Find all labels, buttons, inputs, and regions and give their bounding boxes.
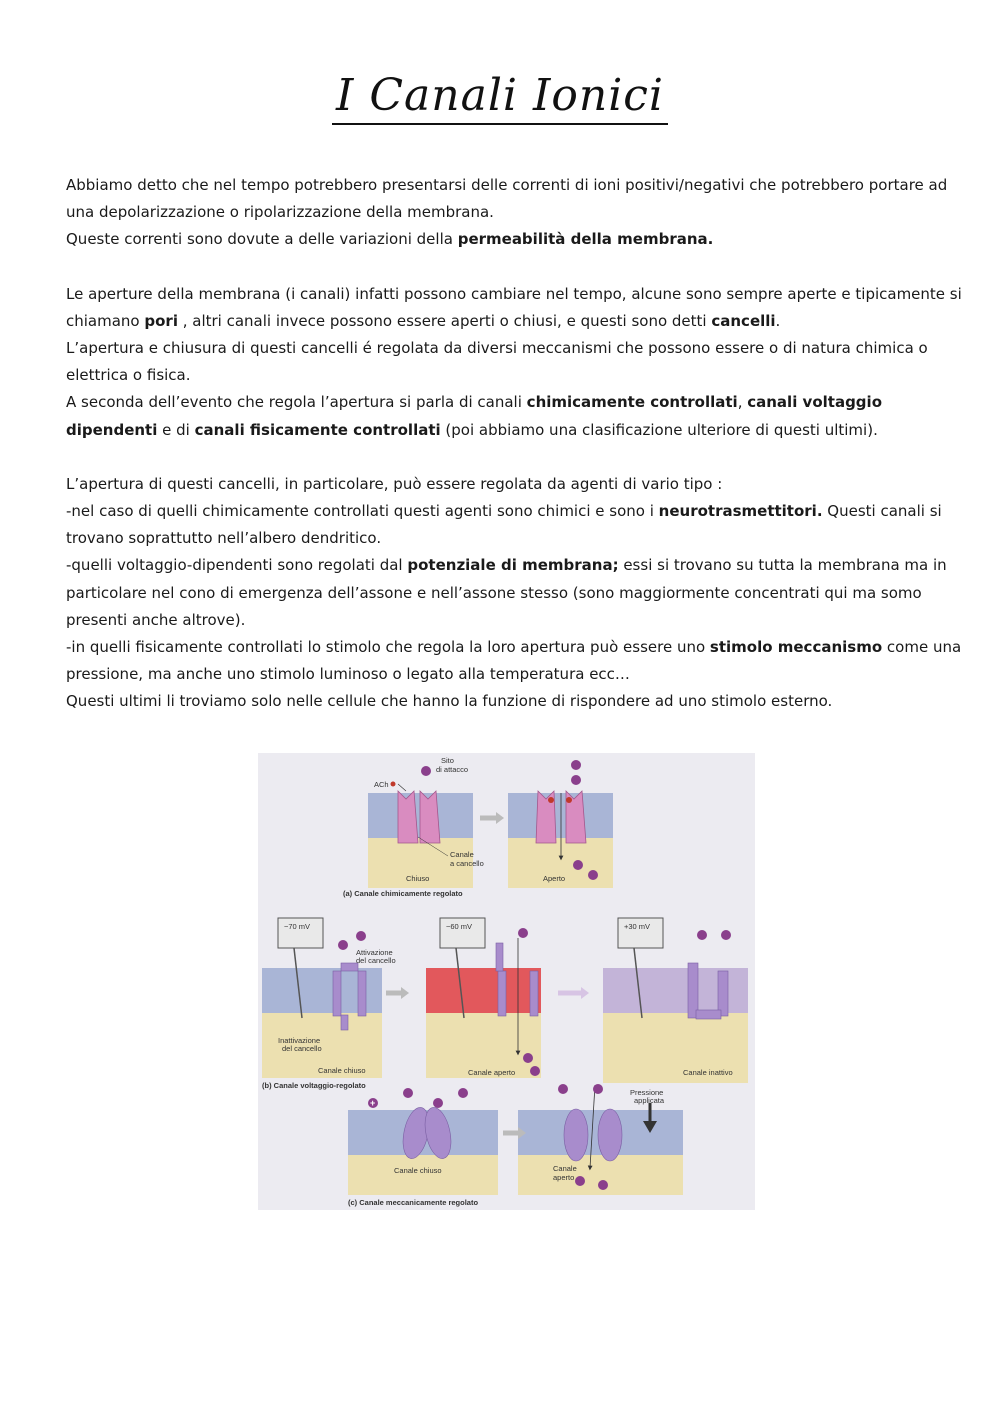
label-del-cancello-a: del cancello <box>356 956 396 965</box>
label-pressione: Pressione <box>630 1088 664 1097</box>
paragraph-2a: Le aperture della membrana (i canali) infatti possono cambiare nel tempo, alcune sono sempre aperte e tipicamente si chiamano pori , altri canali invece possono essere aperti o chiusi, e questi sono detti cancelli. <box>66 284 962 330</box>
label-sito: Sito <box>441 756 454 765</box>
label-ach: ACh <box>374 780 389 789</box>
ion-channel-figure <box>258 753 755 1210</box>
channel-protein-closed-right <box>420 791 440 843</box>
label-attivazione: Attivazione <box>356 948 393 957</box>
meter-3-value: +30 mV <box>624 922 651 931</box>
label-attacco: di attacco <box>436 765 469 774</box>
paragraph-1a: Abbiamo detto che nel tempo potrebbero presentarsi delle correnti di ioni positivi/negativi che potrebbero portare ad una depolarizzazione o ripolarizzazione della membrana. <box>66 176 948 222</box>
paragraph-3a: L’apertura di questi cancelli, in particolare, può essere regolata da agenti di vario tipo : <box>66 474 723 493</box>
body-text <box>66 172 971 716</box>
label-canale-chiuso-b: Canale chiuso <box>318 1066 366 1075</box>
paragraph-3d: -in quelli fisicamente controllati lo stimolo che regola la loro apertura può essere uno stimolo meccanismo come una pressione, ma anche uno stimolo luminoso o legato alla temperatura ecc… <box>66 638 962 684</box>
label-canale-c: Canale <box>553 1164 577 1173</box>
paragraph-3b: -nel caso di quelli chimicamente controllati questi agenti sono chimici e sono i neurotrasmettitori. Questi canali si trovano soprattutto nell’albero dendritico. <box>66 502 942 548</box>
panel-c <box>348 1084 683 1207</box>
label-aperto-a: Aperto <box>543 874 566 883</box>
panel-b <box>262 918 748 1090</box>
membrane-depolarized <box>426 968 541 1013</box>
caption-b: (b) Canale voltaggio-regolato <box>262 1081 366 1090</box>
meter-2-value: −60 mV <box>446 922 473 931</box>
label-cancello: a cancello <box>450 859 484 868</box>
page-title: I Canali Ionici <box>0 70 1000 121</box>
paragraph-3e: Questi ultimi li troviamo solo nelle cellule che hanno la funzione di rispondere ad uno stimolo esterno. <box>66 692 833 711</box>
paragraph-1b: Queste correnti sono dovute a delle variazioni della permeabilità della membrana. <box>66 230 714 249</box>
panel-a <box>343 756 613 898</box>
paragraph-2c: A seconda dell’evento che regola l’apertura si parla di canali chimicamente controllati, canali voltaggio dipendenti e di canali fisicamente controllati (poi abbiamo una clasificazione ulteriore di questi ultimi). <box>66 393 882 439</box>
svg-text:+: + <box>370 1098 376 1108</box>
caption-c: (c) Canale meccanicamente regolato <box>348 1198 479 1207</box>
label-canale-a: Canale <box>450 850 474 859</box>
paragraph-3c: -quelli voltaggio-dipendenti sono regolati dal potenziale di membrana; essi si trovano su tutta la membrana ma in particolare nel cono di emergenza dell’assone e nell’assone stesso (sono maggiormente concentrati qui ma somo presenti anche altrove). <box>66 556 947 629</box>
label-applicata: applicata <box>634 1096 665 1105</box>
label-chiuso-a: Chiuso <box>406 874 430 883</box>
paragraph-2b: L’apertura e chiusura di questi cancelli é regolata da diversi meccanismi che possono essere o di natura chimica o elettrica o fisica. <box>66 339 928 385</box>
label-del-cancello-b: del cancello <box>282 1044 322 1053</box>
label-canale-chiuso-c: Canale chiuso <box>394 1166 442 1175</box>
meter-1-value: −70 mV <box>284 922 311 931</box>
caption-a: (a) Canale chimicamente regolato <box>343 889 463 898</box>
channel-protein-closed-left <box>398 791 418 843</box>
label-aperto-c: aperto <box>553 1173 575 1182</box>
label-inattivazione: Inattivazione <box>278 1036 321 1045</box>
label-canale-inattivo: Canale inattivo <box>683 1068 733 1077</box>
figure-svg <box>258 753 755 1210</box>
label-canale-aperto-b: Canale aperto <box>468 1068 516 1077</box>
